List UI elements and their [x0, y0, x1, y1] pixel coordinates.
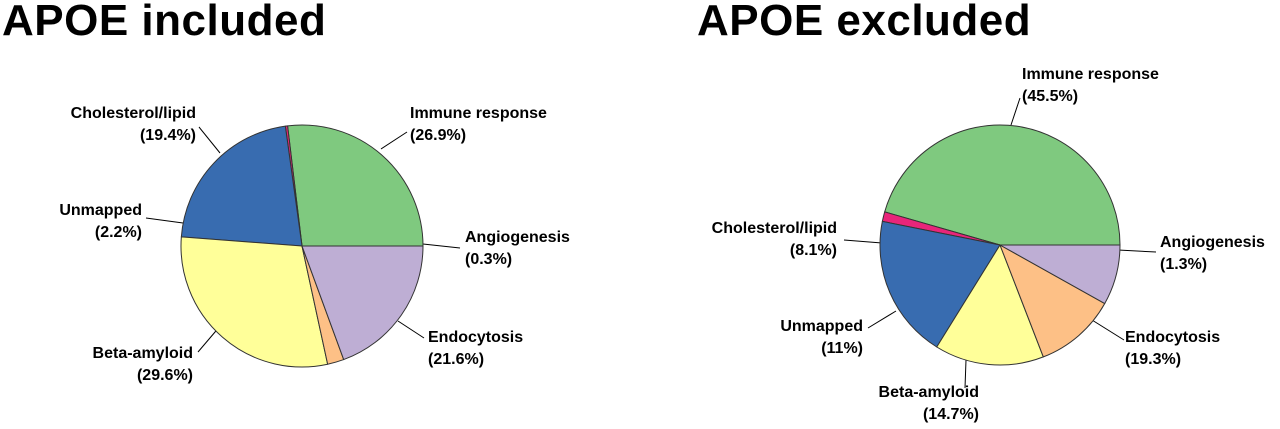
slice-label-beta-amyloid [879, 382, 979, 426]
slice-label-percent: (26.9%) [410, 127, 467, 144]
leader-line-1 [423, 244, 460, 248]
slice-label-unmapped [59, 200, 142, 244]
leader-line-2 [398, 321, 424, 338]
slice-label-name: Immune response [410, 105, 547, 122]
slice-label-immune-response [410, 103, 547, 147]
slice-label-name: Unmapped [780, 318, 863, 335]
slice-label-percent: (19.4%) [139, 127, 196, 144]
slice-label-name: Unmapped [59, 202, 142, 219]
slice-label-angiogenesis [465, 227, 570, 271]
slice-label-cholesterol-lipid [712, 218, 837, 262]
slice-label-percent: (14.7%) [922, 406, 979, 423]
leader-line-5 [844, 240, 882, 243]
slice-label-unmapped [780, 316, 863, 360]
slice-label-percent: (29.6%) [136, 367, 193, 384]
pie-slice-immune-response [288, 125, 423, 246]
slice-label-name: Angiogenesis [1160, 234, 1265, 251]
leader-line-4 [868, 311, 896, 328]
slice-label-name: Endocytosis [428, 329, 524, 346]
pie-slice-endocytosis [181, 126, 302, 246]
leader-line-4 [146, 218, 183, 223]
slice-label-percent: (8.1%) [789, 242, 837, 259]
slice-label-cholesterol-lipid [71, 103, 196, 147]
slice-label-percent: (45.5%) [1022, 88, 1079, 105]
slice-label-percent: (1.3%) [1160, 256, 1208, 273]
slice-label-angiogenesis [1160, 232, 1265, 276]
slice-label-percent: (11%) [821, 340, 863, 357]
slice-label-name: Beta-amyloid [92, 345, 193, 362]
slice-label-immune-response [1022, 64, 1159, 108]
leader-line-0 [1011, 98, 1020, 125]
slice-label-percent: (0.3%) [465, 251, 513, 268]
leader-line-5 [199, 127, 220, 153]
leader-line-2 [1092, 320, 1124, 340]
slice-label-endocytosis [1125, 327, 1220, 371]
leader-line-0 [381, 132, 407, 149]
slice-label-name: Cholesterol/lipid [711, 220, 837, 237]
chart-title: APOE excluded [697, 0, 1032, 45]
leader-line-1 [1118, 250, 1156, 252]
slice-label-name: Endocytosis [1125, 329, 1221, 346]
slice-label-percent: (19.3%) [1125, 351, 1182, 368]
slice-label-name: Beta-amyloid [878, 384, 979, 401]
slice-label-percent: (21.6%) [428, 351, 485, 368]
slice-label-name: Immune response [1022, 66, 1159, 83]
slice-label-name: Cholesterol/lipid [70, 105, 196, 122]
chart-title: APOE included [2, 0, 327, 45]
slice-label-beta-amyloid [93, 343, 193, 387]
chart-apoe-excluded [640, 0, 1280, 429]
slice-label-endocytosis [428, 327, 523, 371]
slice-label-name: Angiogenesis [465, 229, 570, 246]
slice-label-percent: (2.2%) [94, 224, 142, 241]
